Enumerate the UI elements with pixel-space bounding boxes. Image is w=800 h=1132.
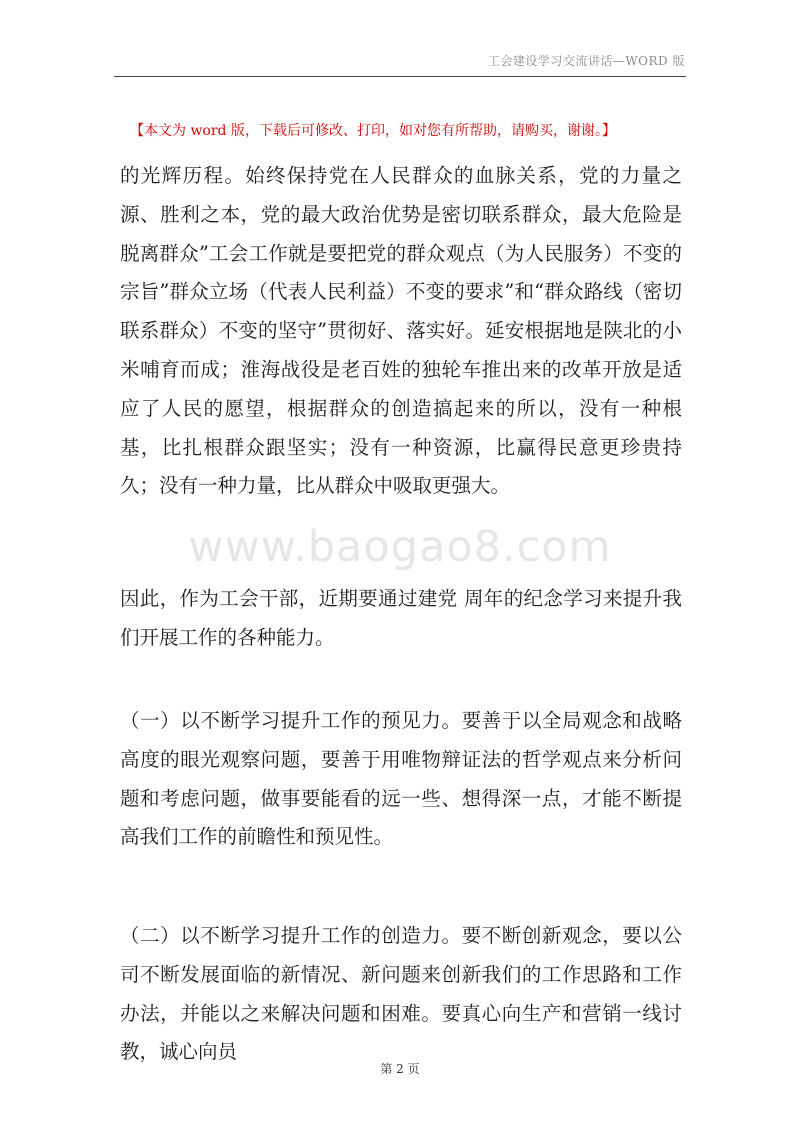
body-paragraph-3: （一）以不断学习提升工作的预见力。要善于以全局观念和战略高度的眼光观察问题，要善于用唯物辩证法的哲学观点来分析问题和考虑问题，做事要能看的远一些、想得深一点，才能不断提高我们工作的前瞻性和预见性。 [120, 709, 682, 849]
running-header: 工会建设学习交流讲话—WORD 版 [487, 54, 685, 68]
page-number: 第 2 页 [380, 1062, 420, 1076]
body-paragraph-2: 因此，作为工会干部，近期要通过建党 周年的纪念学习来提升我们开展工作的各种能力。 [120, 587, 682, 649]
body-paragraph-4: （二）以不断学习提升工作的创造力。要不断创新观念，要以公司不断发展面临的新情况、新问题来创新我们的工作思路和工作办法，并能以之来解决问题和困难。要真心向生产和营销一线讨教，诚心向员 [120, 924, 682, 1064]
purchase-notice: 【本文为 word 版，下载后可修改、打印，如对您有所帮助，请购买，谢谢。】 [130, 123, 616, 139]
header-divider [114, 76, 686, 77]
watermark: www.baogao8.com [188, 522, 612, 572]
body-paragraph-1: 的光辉历程。始终保持党在人民群众的血脉关系，党的力量之源、胜利之本，党的最大政治优势是密切联系群众，最大危险是脱离群众”工会工作就是要把党的群众观点（为人民服务）不变的宗旨”群众立场（代表人民利益）不变的要求”和“群众路线（密切联系群众）不变的坚守”贯彻好、落实好。延安根据地是陕北的小米哺育而成；淮海战役是老百姓的独轮车推出来的改革开放是适应了人民的愿望，根据群众的创造搞起来的所以，没有一种根基，比扎根群众跟坚实；没有一种资源，比赢得民意更珍贵持久；没有一种力量，比从群众中吸取更强大。 [120, 164, 682, 498]
